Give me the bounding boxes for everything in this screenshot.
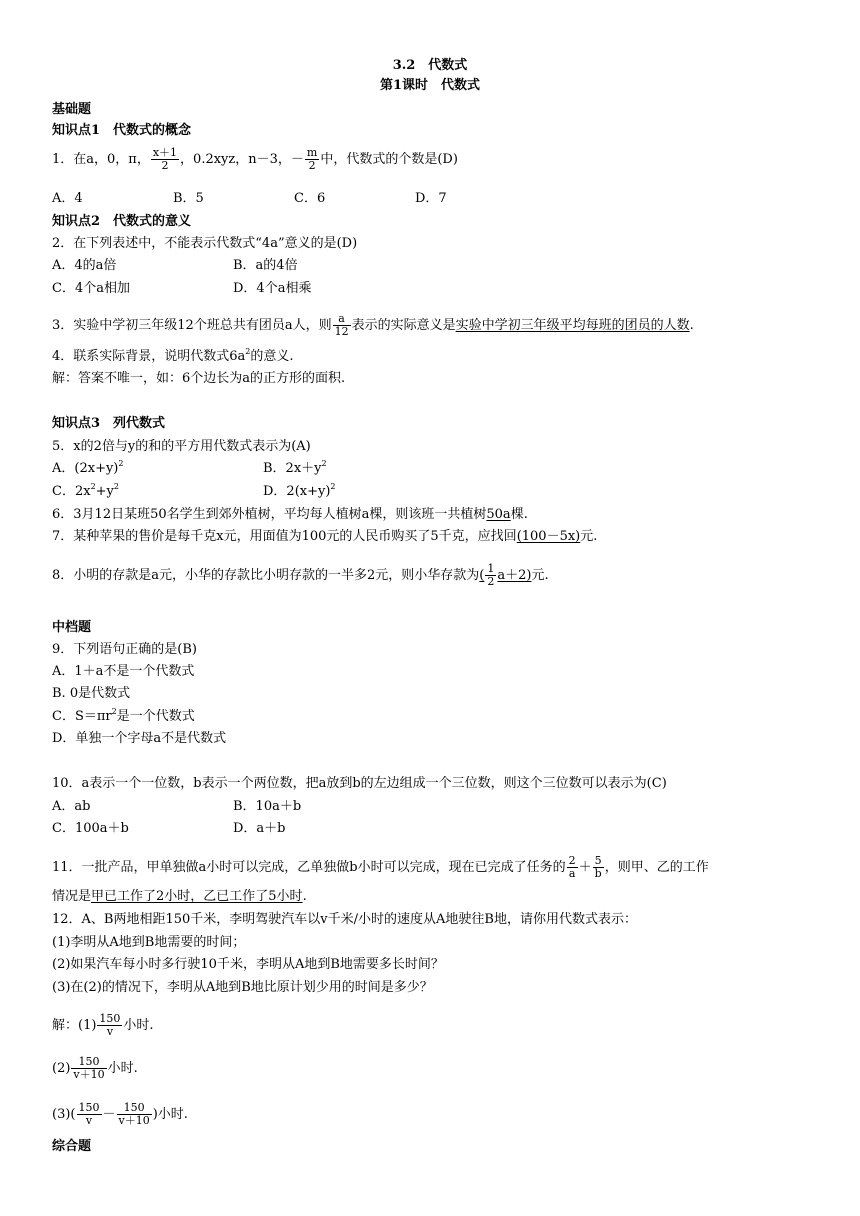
answer-blank: 实验中学初三年级平均每班的团员的人数 — [455, 318, 690, 333]
section-basic: 基础题 — [52, 102, 92, 117]
fraction: $\frac{2}{a}$ — [568, 854, 576, 880]
question-6: 6．3月12日某班50名学生到郊外植树，平均每人植树a棵，则该班一共植树50a棵. — [52, 507, 528, 522]
fraction: $\frac{150}{v}$ — [78, 1101, 100, 1127]
q2-option-a: A．4的a倍 — [52, 258, 117, 273]
q9-option-a: A．1＋a不是一个代数式 — [52, 664, 195, 679]
fraction: $\frac{5}{b}$ — [594, 854, 602, 880]
q12-solution-2: (2) $\frac{150}{v+10}$ 小时. — [52, 1055, 138, 1081]
answer-blank: (100－5x) — [516, 529, 581, 544]
knowledge-point-2: 知识点2 代数式的意义 — [52, 214, 192, 229]
question-10: 10．a表示一个一位数，b表示一个两位数，把a放到b的左边组成一个三位数，则这个三位数可以表示为(C) — [52, 776, 667, 791]
q1-option-b: B．5 — [173, 191, 204, 206]
page-title: 3.2 代数式 — [392, 58, 468, 73]
question-5: 5．x的2倍与y的和的平方用代数式表示为(A) — [52, 439, 311, 454]
q12-part-1: (1)李明从A地到B地需要的时间； — [52, 935, 246, 950]
q12-solution-3: (3)( $\frac{150}{v}$ － $\frac{150}{v+10}$ )小时. — [52, 1101, 188, 1127]
q10-option-c: C．100a＋b — [52, 821, 129, 836]
q9-option-b: B. 0是代数式 — [52, 686, 131, 701]
knowledge-point-3: 知识点3 列代数式 — [52, 416, 166, 431]
fraction: $\frac{x+1}{2}$ — [152, 146, 178, 172]
knowledge-point-1: 知识点1 代数式的概念 — [52, 123, 192, 138]
q1-option-a: A．4 — [52, 191, 83, 206]
fraction: $\frac{150}{v+10}$ — [73, 1055, 105, 1081]
q10-option-b: B．10a＋b — [233, 799, 302, 814]
q1-option-d: D．7 — [415, 191, 447, 206]
q9-option-c: C．$S=\pi r^2$是一个代数式 — [52, 707, 195, 724]
q12-part-3: (3)在(2)的情况下，李明从A地到B地比原计划少用的时间是多少？ — [52, 980, 433, 995]
section-middle: 中档题 — [52, 620, 92, 635]
question-1: 1．在a，0，π， $\frac{x+1}{2}$ ，0.2xyz，n－3，－ $\frac{m}{2}$ 中，代数式的个数是(D) — [52, 146, 458, 172]
fraction: $\frac{a}{12}$ — [334, 312, 349, 338]
answer-blank: ( $\frac{1}{2}$ a＋2) — [479, 562, 532, 588]
answer-blank: 50a — [486, 507, 511, 522]
question-3: 3．实验中学初三年级12个班总共有团员a人，则 $\frac{a}{12}$ 表示的实际意义是实验中学初三年级平均每班的团员的人数. — [52, 312, 694, 338]
fraction: $\frac{m}{2}$ — [306, 146, 318, 172]
fraction: $\frac{150}{v+10}$ — [118, 1101, 150, 1127]
q10-option-d: D．a＋b — [233, 821, 286, 836]
q2-option-b: B．a的4倍 — [233, 258, 298, 273]
question-4: 4．联系实际背景，说明代数式$6a^2$的意义. — [52, 347, 294, 364]
q1-option-c: C．6 — [294, 191, 326, 206]
q2-option-d: D．4个a相乘 — [233, 281, 312, 296]
q4-solution: 解：答案不唯一，如：6个边长为a的正方形的面积. — [52, 371, 346, 386]
question-7: 7．某种苹果的售价是每千克x元，用面值为100元的人民币购买了5千克，应找回(100－5x)元. — [52, 529, 598, 544]
question-11: 11．一批产品，甲单独做a小时可以完成，乙单独做b小时可以完成，现在已完成了任务的 $\frac{2}{a}$ ＋ $\frac{5}{b}$ ，则甲、乙的工作 — [52, 854, 709, 880]
q12-solution-1: 解：(1) $\frac{150}{v}$ 小时. — [52, 1012, 154, 1038]
q5-option-a: A．$(2x+y)^2$ — [52, 459, 124, 476]
question-11-line-2: 情况是甲已工作了2小时，乙已工作了5小时. — [52, 889, 307, 904]
answer-blank: 甲已工作了2小时，乙已工作了5小时 — [91, 889, 303, 904]
question-8: 8．小明的存款是a元，小华的存款比小明存款的一半多2元，则小华存款为( $\frac{1}{2}$ a＋2)元. — [52, 562, 549, 588]
section-comprehensive: 综合题 — [52, 1139, 92, 1154]
page-subtitle: 第1课时 代数式 — [379, 78, 481, 93]
fraction: $\frac{150}{v}$ — [99, 1012, 121, 1038]
question-12: 12．A、B两地相距150千米，李明驾驶汽车以v千米/小时的速度从A地驶往B地，请你用代数式表示： — [52, 912, 637, 927]
q9-option-d: D．单独一个字母a不是代数式 — [52, 731, 227, 746]
q5-option-c: C．$2x^2+y^2$ — [52, 482, 119, 499]
q10-option-a: A．ab — [52, 799, 91, 814]
q12-part-2: (2)如果汽车每小时多行驶10千米，李明从A地到B地需要多长时间？ — [52, 957, 444, 972]
question-9: 9．下列语句正确的是(B) — [52, 642, 197, 657]
q2-option-c: C．4个a相加 — [52, 281, 130, 296]
question-2: 2．在下列表述中，不能表示代数式“4a”意义的是(D) — [52, 236, 358, 251]
q5-option-d: D．$2(x+y)^2$ — [263, 482, 336, 499]
q5-option-b: B．$2x+y^2$ — [263, 459, 327, 476]
fraction: $\frac{1}{2}$ — [487, 562, 495, 588]
